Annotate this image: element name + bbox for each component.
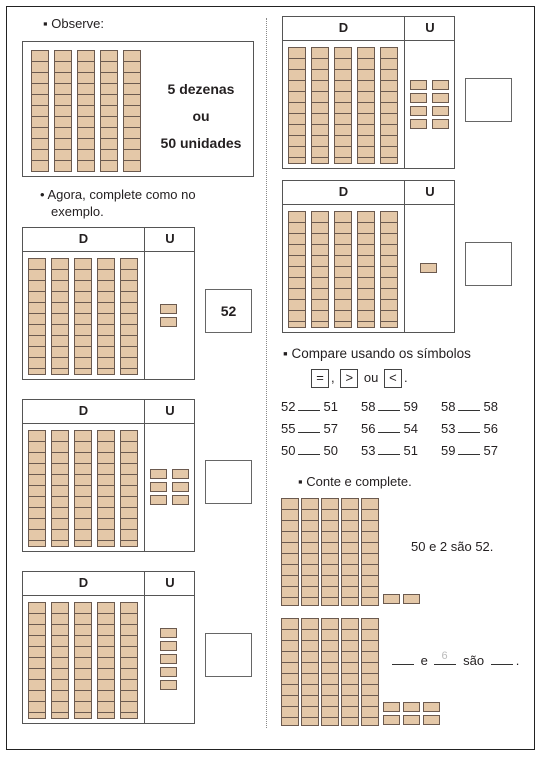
ten-rod [380,211,398,328]
unit-cube [432,119,449,129]
unit-cube [423,715,440,725]
ten-rod [341,498,359,606]
ten-rod [361,618,379,726]
answer-box[interactable] [465,242,512,286]
ten-rod [120,430,138,547]
answer-box[interactable] [205,633,252,677]
ten-rod [74,430,92,547]
unit-cube [160,628,177,638]
unit-cube [410,106,427,116]
less-than-symbol: < [384,369,402,388]
table-column-line [144,228,145,379]
ten-rod [311,47,329,164]
table-column-line [144,572,145,723]
instruction-line1: Agora, complete como no [47,187,196,202]
ten-rod [357,47,375,164]
count-sentence-1: 50 e 2 são 52. [411,539,494,554]
compare-left-number: 53 [361,443,376,458]
compare-right-number: 56 [483,421,498,436]
unit-cube [160,680,177,690]
compare-item [361,398,418,414]
ten-rod [288,211,306,328]
compare-right-number: 58 [483,399,498,414]
ten-rod [321,618,339,726]
tens-header: D [338,20,349,35]
table-header-line [283,204,454,205]
unit-cube [423,702,440,712]
blank-units[interactable] [434,652,456,665]
compare-right-number: 51 [403,443,418,458]
ten-rod [54,50,72,172]
compare-left-number: 58 [441,399,456,414]
ten-rod [51,430,69,547]
compare-item [441,420,498,436]
compare-item [441,442,498,458]
ten-rod [28,602,46,719]
compare-blank[interactable] [298,398,320,411]
unit-cube [410,80,427,90]
ten-rod [51,602,69,719]
unit-cube [432,106,449,116]
ten-rod [120,258,138,375]
tens-header: D [338,184,349,199]
compare-item [281,442,338,458]
ten-rod [281,618,299,726]
ten-rod [341,618,359,726]
instruction-line2: exemplo. [51,204,104,219]
compare-item [361,442,418,458]
compare-blank[interactable] [378,398,400,411]
unit-cube [172,469,189,479]
unit-cube [432,93,449,103]
compare-blank[interactable] [298,420,320,433]
units-header: U [165,575,175,590]
ten-rod [97,258,115,375]
answer-box[interactable] [205,460,252,504]
unit-cube [172,482,189,492]
ten-rod [281,498,299,606]
units-header: U [165,231,175,246]
tens-header: D [78,575,89,590]
ten-rod [74,602,92,719]
compare-blank[interactable] [298,442,320,455]
table-header-line [23,251,194,252]
compare-right-number: 51 [323,399,338,414]
compare-blank[interactable] [378,442,400,455]
compare-left-number: 50 [281,443,296,458]
compare-item [281,420,338,436]
unit-cube [150,469,167,479]
compare-heading [283,346,471,361]
ten-rod [74,258,92,375]
table-header-line [283,40,454,41]
ten-rod [357,211,375,328]
count-heading [298,474,412,489]
compare-left-number: 59 [441,443,456,458]
compare-item [361,420,418,436]
or-text: ou [363,369,379,385]
unit-cube [160,304,177,314]
bullet: ▪ [43,16,52,31]
unit-cube [420,263,437,273]
tens-header: D [78,403,89,418]
unit-cube [403,594,420,604]
table-column-line [404,17,405,168]
answer-box[interactable] [205,289,252,333]
compare-blank[interactable] [378,420,400,433]
unit-cube [410,119,427,129]
ten-rod [361,498,379,606]
are-text: são [463,653,485,668]
compare-right-number: 59 [403,399,418,414]
ten-rod [97,430,115,547]
ten-rod [100,50,118,172]
ten-rod [77,50,95,172]
unit-cube [403,702,420,712]
unit-cube [150,482,167,492]
unit-cube [410,93,427,103]
unit-cube [172,495,189,505]
and-text: e [420,653,428,668]
observe-heading [43,16,104,31]
bullet: ▪ [298,474,307,489]
column-divider [266,18,267,728]
faint-units-value: 6 [441,650,448,662]
blank-total[interactable] [491,652,513,665]
example-line-or: ou [192,108,210,124]
unit-cube [160,654,177,664]
unit-cube [160,641,177,651]
unit-cube [403,715,420,725]
answer-value: 52 [220,303,237,319]
unit-cube [383,594,400,604]
count-instruction: Conte e complete. [306,474,412,489]
ten-rod [301,498,319,606]
units-header: U [165,403,175,418]
compare-blank[interactable] [458,398,480,411]
ten-rod [301,618,319,726]
blank-tens[interactable] [392,652,414,665]
compare-right-number: 50 [323,443,338,458]
example-line-units: 50 unidades [160,135,242,151]
example-text [151,76,251,157]
ten-rod [321,498,339,606]
bullet: • [40,187,48,202]
unit-cube [160,667,177,677]
ten-rod [334,211,352,328]
compare-left-number: 56 [361,421,376,436]
unit-cube [432,80,449,90]
ten-rod [380,47,398,164]
equals-symbol: = [311,369,329,388]
table-header-line [23,595,194,596]
bullet: ▪ [283,346,292,361]
ten-rod [28,430,46,547]
ten-rod [288,47,306,164]
place-value-table [282,180,455,333]
place-value-table [282,16,455,169]
symbols-row: = , > ou < . [309,369,408,388]
example-line-tens: 5 dezenas [167,81,235,97]
ten-rod [311,211,329,328]
compare-left-number: 52 [281,399,296,414]
ten-rod [97,602,115,719]
count-sentence-2: e 6 são . [389,652,519,668]
compare-left-number: 55 [281,421,296,436]
compare-blank[interactable] [458,442,480,455]
ten-rod [123,50,141,172]
instruction-text [40,186,196,220]
unit-cube [150,495,167,505]
place-value-table [22,399,195,552]
ten-rod [334,47,352,164]
ten-rod [51,258,69,375]
compare-left-number: 53 [441,421,456,436]
ten-rod [120,602,138,719]
answer-box[interactable] [465,78,512,122]
compare-blank[interactable] [458,420,480,433]
table-column-line [404,181,405,332]
observe-label: Observe: [51,16,104,31]
compare-left-number: 58 [361,399,376,414]
compare-item [281,398,338,414]
unit-cube [383,715,400,725]
unit-cube [383,702,400,712]
ten-rod [28,258,46,375]
place-value-table [22,571,195,724]
compare-item [441,398,498,414]
table-column-line [144,400,145,551]
ten-rod [31,50,49,172]
table-header-line [23,423,194,424]
tens-header: D [78,231,89,246]
compare-right-number: 57 [483,443,498,458]
unit-cube [160,317,177,327]
compare-right-number: 54 [403,421,418,436]
greater-than-symbol: > [340,369,358,388]
example-box [22,41,254,177]
compare-right-number: 57 [323,421,338,436]
place-value-table [22,227,195,380]
units-header: U [425,20,435,35]
compare-instruction: Compare usando os símbolos [291,346,471,361]
units-header: U [425,184,435,199]
